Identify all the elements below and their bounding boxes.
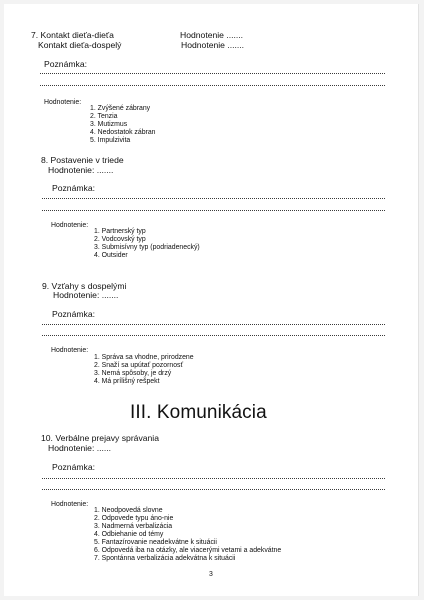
note-line: [42, 198, 385, 199]
item-9-poznamka-label: Poznámka:: [52, 309, 95, 319]
scale-option: 1. Zvýšené zábrany: [90, 105, 151, 112]
item-8-poznamka-label: Poznámka:: [52, 183, 95, 193]
item-9-scale-heading: Hodnotenie:: [51, 347, 89, 354]
item-7-hodnotenie-1: Hodnotenie .......: [180, 30, 244, 40]
scale-option: 2. Tenzia: [90, 113, 118, 120]
note-line: [40, 85, 385, 86]
item-10-title: 10. Verbálne prejavy správania: [41, 433, 160, 443]
document-page: [4, 4, 419, 596]
scale-option: 3. Mutizmus: [90, 121, 128, 128]
item-7-hodnotenie-2: Hodnotenie .......: [181, 40, 245, 50]
note-line: [42, 210, 385, 211]
scale-option: 5. Fantazírovanie neadekvátne k situácii: [94, 539, 217, 546]
note-line: [40, 73, 385, 74]
scale-option: 1. Partnerský typ: [94, 228, 146, 235]
item-7-kontakt-dieta-dieta: 7. Kontakt dieťa-dieťa: [31, 30, 114, 40]
item-7-poznamka-label: Poznámka:: [44, 59, 87, 69]
note-line: [42, 335, 385, 336]
scale-option: 4. Má prílišný rešpekt: [94, 378, 160, 385]
scale-option: 4. Nedostatok zábran: [90, 129, 156, 136]
item-10-scale-heading: Hodnotenie:: [51, 501, 89, 508]
scale-option: 7. Spontánna verbalizácia adekvátna k situácii: [94, 555, 236, 562]
note-line: [42, 489, 385, 490]
scale-option: 2. Snaží sa upútať pozornosť: [94, 362, 184, 369]
item-8-title: 8. Postavenie v triede: [41, 155, 124, 165]
item-8-scale-heading: Hodnotenie:: [51, 222, 89, 229]
item-9-title: 9. Vzťahy s dospelými: [42, 281, 127, 291]
scale-option: 3. Nemá spôsoby, je drzý: [94, 370, 172, 377]
scale-option: 4. Odbiehanie od témy: [94, 531, 164, 538]
item-10-poznamka-label: Poznámka:: [52, 462, 95, 472]
scale-option: 5. Impulzivita: [90, 137, 131, 144]
scale-option: 4. Outsider: [94, 252, 128, 259]
scale-option: 3. Submisívny typ (podriadenecký): [94, 244, 200, 251]
item-7-kontakt-dieta-dospely: Kontakt dieťa-dospelý: [38, 40, 122, 50]
scale-option: 1. Neodpovedá slovne: [94, 507, 163, 514]
item-8-hodnotenie: Hodnotenie: .......: [48, 165, 114, 175]
note-line: [42, 324, 385, 325]
scale-option: 1. Správa sa vhodne, prirodzene: [94, 354, 194, 361]
scale-option: 2. Odpovede typu áno-nie: [94, 515, 174, 522]
scale-option: 3. Nadmerná verbalizácia: [94, 523, 173, 530]
item-10-hodnotenie: Hodnotenie: ......: [48, 443, 112, 453]
scale-option: 6. Odpovedá iba na otázky, ale viacerými vetami a adekvátne: [94, 547, 282, 554]
page-number: 3: [209, 571, 213, 578]
chapter-title: III. Komunikácia: [130, 402, 267, 423]
note-line: [42, 478, 385, 479]
item-7-scale-heading: Hodnotenie:: [44, 99, 82, 106]
scale-option: 2. Vodcovský typ: [94, 236, 146, 243]
item-9-hodnotenie: Hodnotenie: .......: [53, 290, 119, 300]
